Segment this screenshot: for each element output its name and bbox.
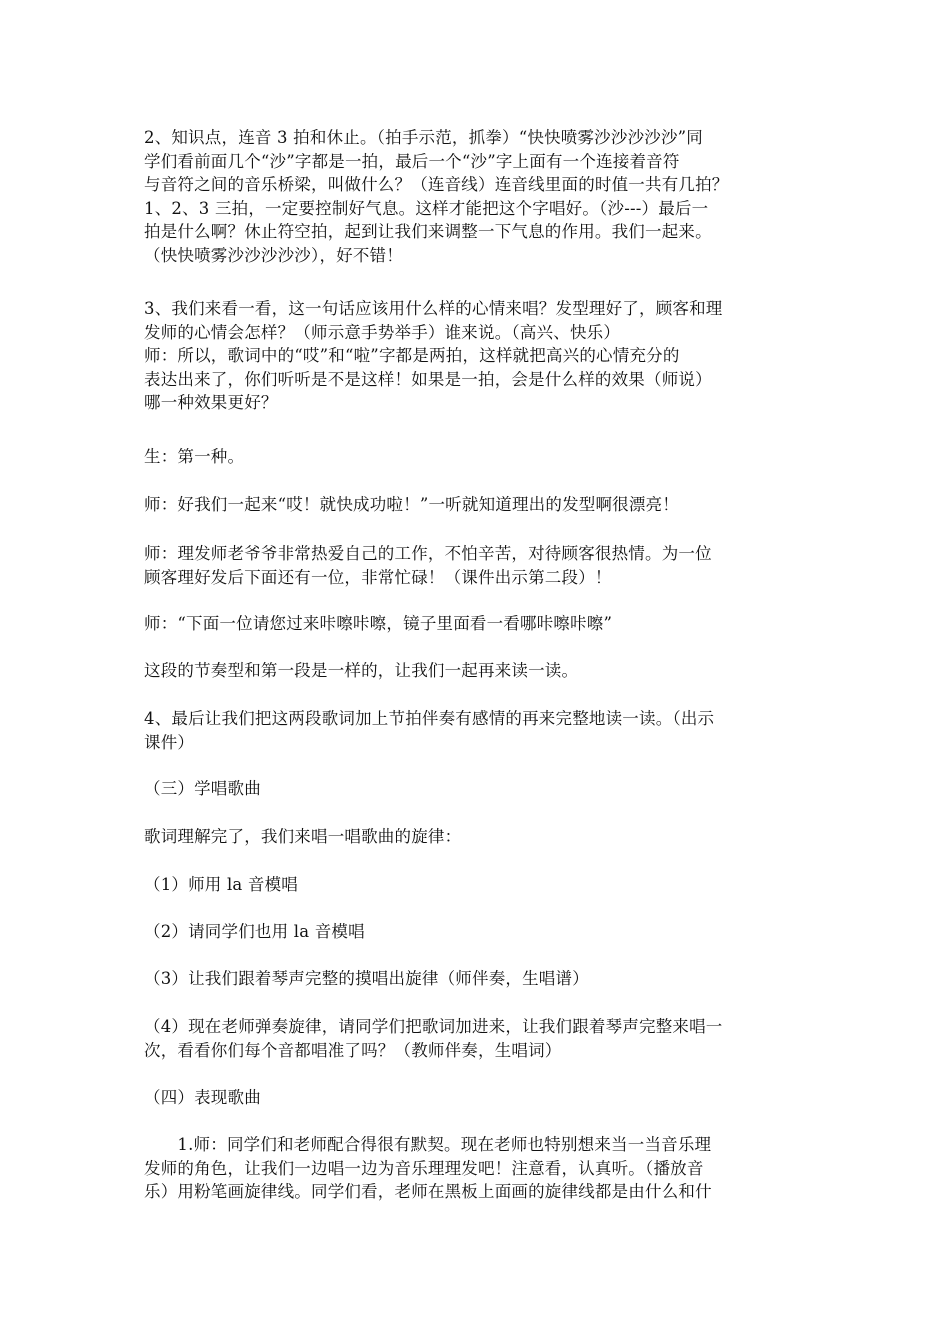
list-item-step-3 — [144, 967, 816, 991]
paragraph-teacher-barber-role — [144, 1133, 816, 1204]
paragraph-knowledge-point — [144, 126, 816, 267]
text-line: （1）师用 la 音模唱 — [144, 875, 299, 894]
text-line: 3、我们来看一看，这一句话应该用什么样的心情来唱？发型理好了，顾客和理 — [144, 299, 723, 318]
paragraph-next-customer — [144, 612, 816, 636]
text-line: 1、2、3 三拍，一定要控制好气息。这样才能把这个字唱好。（沙---）最后一 — [144, 198, 709, 218]
text-line: 2、知识点，连音 3 拍和休止。（拍手示范，抓拳）“快快喷雾沙沙沙沙沙”同 — [144, 128, 704, 147]
text-line: （三）学唱歌曲 — [144, 779, 261, 798]
list-item-step-4 — [144, 1015, 816, 1062]
text-line: 师：好我们一起来“哎！就快成功啦！”一听就知道理出的发型啊很漂亮！ — [144, 495, 679, 514]
text-line: 次，看看你们每个音都唱准了吗？（教师伴奏，生唱词） — [144, 1040, 562, 1060]
text-line: （3）让我们跟着琴声完整的摸唱出旋律（师伴奏，生唱谱） — [144, 969, 589, 988]
text-line: 歌词理解完了，我们来唱一唱歌曲的旋律： — [144, 827, 462, 846]
text-line: 师：“下面一位请您过来咔嚓咔嚓，镜子里面看一看哪咔嚓咔嚓” — [144, 614, 613, 633]
text-line: 乐）用粉笔画旋律线。同学们看，老师在黑板上面画的旋律线都是由什么和什 — [144, 1182, 712, 1201]
text-line: 与音符之间的音乐桥梁，叫做什么？（连音线）连音线里面的时值一共有几拍？ — [144, 175, 729, 194]
paragraph-melody-intro — [144, 825, 816, 849]
text-line: 生：第一种。 — [144, 447, 245, 466]
text-line: 顾客理好发后下面还有一位，非常忙碌！（课件出示第二段）！ — [144, 567, 612, 587]
text-line: 发师的角色，让我们一边唱一边为音乐理理发吧！注意看，认真听。（播放音 — [144, 1158, 704, 1178]
text-line: 师：理发师老爷爷非常热爱自己的工作，不怕辛苦，对待顾客很热情。为一位 — [144, 544, 712, 563]
list-item-step-2 — [144, 920, 816, 944]
text-line: 4、最后让我们把这两段歌词加上节拍伴奏有感情的再来完整地读一读。（出示 — [144, 709, 715, 728]
text-line: （快快喷雾沙沙沙沙沙），好不错！ — [144, 245, 403, 265]
paragraph-teacher-together — [144, 493, 816, 517]
text-line: （4）现在老师弹奏旋律，请同学们把歌词加进来，让我们跟着琴声完整来唱一 — [144, 1017, 723, 1036]
text-line: 这段的节奏型和第一段是一样的，让我们一起再来读一读。 — [144, 661, 579, 680]
text-line: 哪一种效果更好？ — [144, 393, 278, 412]
paragraph-rhythm-same — [144, 659, 816, 683]
paragraph-barber-grandpa — [144, 542, 816, 589]
text-line: 学们看前面几个“沙”字都是一拍，最后一个“沙”字上面有一个连接着音符 — [144, 151, 680, 171]
text-line: 课件） — [144, 732, 195, 752]
text-line: （四）表现歌曲 — [144, 1088, 261, 1107]
text-line: （2）请同学们也用 la 音模唱 — [144, 922, 365, 941]
section-heading-learn-song — [144, 777, 816, 801]
list-item-step-1 — [144, 873, 816, 897]
section-heading-perform-song — [144, 1086, 816, 1110]
text-line: 表达出来了，你们听听是不是这样！如果是一拍，会是什么样的效果（师说） — [144, 369, 712, 389]
text-line: 发师的心情会怎样？（师示意手势举手）谁来说。（高兴、快乐） — [144, 322, 621, 342]
paragraph-student-answer — [144, 445, 816, 469]
paragraph-read-complete — [144, 707, 816, 754]
text-line: 拍是什么啊？休止符空拍，起到让我们来调整一下气息的作用。我们一起来。 — [144, 222, 712, 241]
paragraph-mood — [144, 297, 816, 415]
text-line: 1.师：同学们和老师配合得很有默契。现在老师也特别想来当一当音乐理 — [144, 1135, 712, 1154]
text-line: 师：所以，歌词中的“哎”和“啦”字都是两拍，这样就把高兴的心情充分的 — [144, 346, 680, 365]
